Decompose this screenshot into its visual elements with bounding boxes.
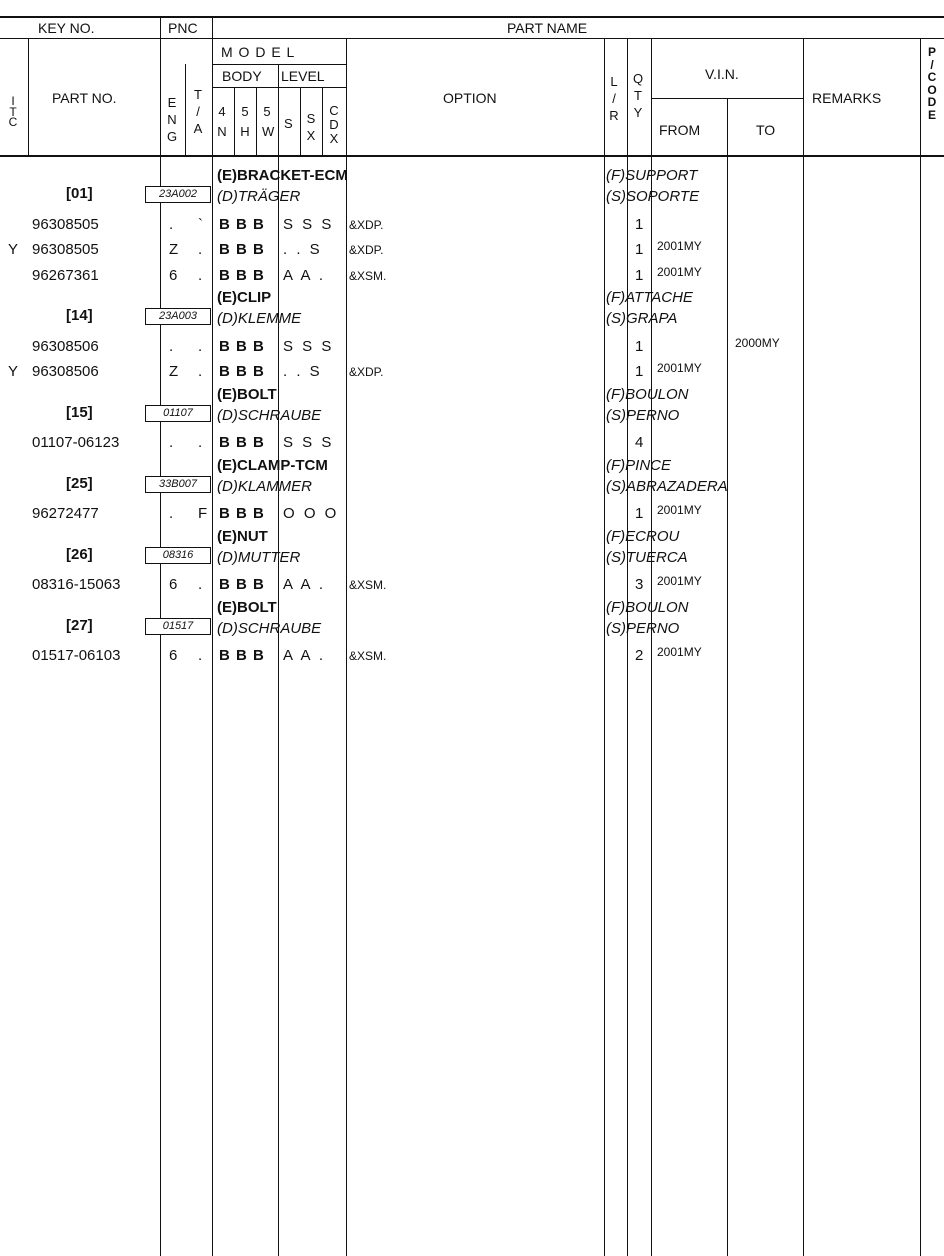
ta-code: . <box>198 266 203 284</box>
part-number: 96308505 <box>32 241 99 258</box>
header-model: M O D E L <box>221 44 296 60</box>
part-name-spanish: (S)PERNO <box>606 406 680 424</box>
body-5w-char: W <box>262 124 275 139</box>
qty-char: Y <box>633 105 643 120</box>
quantity: 1 <box>635 337 644 355</box>
header-eng <box>167 94 177 145</box>
eng-char: E <box>167 95 177 110</box>
part-name-english: (E)BOLT <box>217 598 277 616</box>
quantity: 3 <box>635 576 644 593</box>
eng-code: 6 <box>169 576 178 593</box>
header-body: BODY <box>222 68 262 84</box>
level-codes: S S S <box>283 337 333 355</box>
ta-char: / <box>196 104 200 119</box>
option-code: &XDP. <box>349 243 384 257</box>
body-5h-char: H <box>240 124 250 139</box>
itc-char: C <box>8 115 18 129</box>
header-option: OPTION <box>443 90 497 106</box>
col-pnc-divider <box>212 16 213 1256</box>
header-qty <box>633 70 643 121</box>
quantity: 4 <box>635 434 644 451</box>
ta-code: . <box>198 241 203 258</box>
part-name-french: (F)BOULON <box>606 598 689 616</box>
part-number: 01517-06103 <box>32 647 121 664</box>
key-number: [01] <box>66 185 93 202</box>
quantity: 1 <box>635 505 644 522</box>
level-cdx-char: D <box>329 117 339 132</box>
part-name-french: (F)PINCE <box>606 456 671 474</box>
body-5w-char: 5 <box>263 104 271 119</box>
part-name-english: (E)BOLT <box>217 385 277 403</box>
level-codes: A A . <box>283 266 325 284</box>
qty-char: Q <box>633 71 644 86</box>
pcode-char: D <box>927 95 937 109</box>
part-name-french: (F)ECROU <box>606 527 680 545</box>
header-key-no: KEY NO. <box>38 20 95 36</box>
pnc-code-box: 23A002 <box>145 186 211 203</box>
vin-from: 2001MY <box>657 361 702 375</box>
part-number: 96267361 <box>32 266 99 284</box>
col-body-level-divider <box>278 64 279 1256</box>
col-5h-5w-divider <box>256 87 257 155</box>
level-codes: A A . <box>283 576 325 593</box>
part-number: 96308505 <box>32 215 99 233</box>
ta-code: . <box>198 576 203 593</box>
col-itc-divider <box>28 38 29 155</box>
quantity: 2 <box>635 647 644 664</box>
body-4n-char: 4 <box>218 104 226 119</box>
body-codes: B B B <box>219 505 264 522</box>
part-name-german: (D)KLAMMER <box>217 477 313 495</box>
quantity: 1 <box>635 241 644 258</box>
header-level-sx <box>306 110 316 144</box>
part-name-french: (F)BOULON <box>606 385 689 403</box>
pnc-code-box: 01517 <box>145 618 211 635</box>
part-name-spanish: (S)ABRAZADERA <box>606 477 728 495</box>
pcode-char: / <box>930 57 934 72</box>
level-codes: . . S <box>283 363 321 380</box>
quantity: 1 <box>635 215 644 233</box>
itc-flag: Y <box>8 241 19 258</box>
col-s-sx-divider <box>300 87 301 155</box>
part-name-german: (D)TRÄGER <box>217 188 301 205</box>
eng-code: . <box>169 337 174 355</box>
body-5h-char: 5 <box>241 104 249 119</box>
eng-code: . <box>169 505 174 522</box>
key-number: [26] <box>66 545 93 563</box>
rule-body-level-row <box>212 87 346 88</box>
header-ta <box>193 86 203 137</box>
ta-code: ` <box>198 215 203 233</box>
level-codes: S S S <box>283 215 333 233</box>
level-codes: S S S <box>283 434 333 451</box>
itc-char: T <box>9 104 17 119</box>
header-level-s: S <box>284 116 293 131</box>
header-lr <box>609 73 619 124</box>
pnc-code-box: 33B007 <box>145 476 211 493</box>
header-from: FROM <box>659 122 701 138</box>
col-lr-divider <box>604 38 605 1256</box>
vin-to: 2000MY <box>735 335 780 350</box>
key-number: [25] <box>66 474 93 492</box>
eng-code: 6 <box>169 266 178 284</box>
ta-code: . <box>198 434 203 451</box>
eng-char: G <box>167 129 178 144</box>
itc-flag: Y <box>8 363 19 380</box>
part-name-german: (D)KLEMME <box>217 310 302 327</box>
part-name-spanish: (S)SOPORTE <box>606 188 700 205</box>
option-code: &XSM. <box>349 268 387 283</box>
eng-code: Z <box>169 363 179 380</box>
option-code: &XDP. <box>349 217 384 232</box>
itc-char: I <box>11 94 15 108</box>
col-pcode-divider <box>920 38 921 1256</box>
pcode-char: E <box>927 107 936 122</box>
part-name-english: (E)BRACKET-ECM <box>217 167 348 184</box>
body-codes: B B B <box>219 215 264 233</box>
pcode-char: C <box>927 70 937 84</box>
pnc-code-box: 01107 <box>145 405 211 422</box>
header-part-name: PART NAME <box>507 20 588 36</box>
level-codes: O O O <box>283 505 338 522</box>
ta-code: . <box>198 647 203 664</box>
key-number: [14] <box>66 307 93 324</box>
header-remarks: REMARKS <box>812 90 882 106</box>
ta-code: F <box>198 505 208 522</box>
option-code: &XSM. <box>349 578 387 592</box>
body-codes: B B B <box>219 434 264 451</box>
body-4n-char: N <box>217 124 227 139</box>
qty-char: T <box>634 88 642 103</box>
ta-code: . <box>198 363 203 380</box>
option-code: &XDP. <box>349 365 384 379</box>
body-codes: B B B <box>219 576 264 593</box>
vin-from: 2001MY <box>657 645 702 659</box>
key-number: [15] <box>66 403 93 421</box>
part-name-german: (D)MUTTER <box>217 548 301 566</box>
body-codes: B B B <box>219 647 264 664</box>
level-codes: . . S <box>283 241 321 258</box>
quantity: 1 <box>635 363 644 380</box>
header-body-5w <box>262 102 275 142</box>
eng-char: N <box>167 112 177 127</box>
header-body-5h <box>240 102 250 142</box>
body-codes: B B B <box>219 266 264 284</box>
col-eng-ta-divider <box>185 64 186 155</box>
part-name-spanish: (S)TUERCA <box>606 548 688 566</box>
level-sx-char: X <box>306 128 316 143</box>
col-4n-5h-divider <box>234 87 235 155</box>
lr-char: L <box>610 74 618 89</box>
pcode-char: P <box>927 45 936 59</box>
part-name-german: (D)SCHRAUBE <box>217 406 322 424</box>
level-cdx-char: X <box>329 131 339 146</box>
body-codes: B B B <box>219 337 264 355</box>
part-number: 08316-15063 <box>32 576 121 593</box>
header-part-no: PART NO. <box>52 90 117 106</box>
pnc-code-box: 08316 <box>145 547 211 564</box>
eng-code: Z <box>169 241 179 258</box>
option-code: &XSM. <box>349 649 387 663</box>
header-vin: V.I.N. <box>705 66 739 82</box>
part-number: 01107-06123 <box>32 434 120 451</box>
eng-code: . <box>169 434 174 451</box>
col-remarks-divider <box>803 38 804 1256</box>
vin-from: 2001MY <box>657 503 702 517</box>
level-codes: A A . <box>283 647 325 664</box>
part-number: 96308506 <box>32 337 99 355</box>
key-number: [27] <box>66 616 93 634</box>
part-name-french: (F)ATTACHE <box>606 289 693 306</box>
pnc-code-box: 23A003 <box>145 308 211 325</box>
eng-code: . <box>169 215 174 233</box>
part-name-spanish: (S)PERNO <box>606 619 680 637</box>
pcode-char: O <box>927 82 937 97</box>
col-qty-divider <box>627 38 628 1256</box>
header-itc <box>8 96 18 128</box>
level-sx-char: S <box>306 111 316 126</box>
vin-from: 2001MY <box>657 574 702 588</box>
part-name-spanish: (S)GRAPA <box>606 310 678 327</box>
body-codes: B B B <box>219 241 264 258</box>
eng-code: 6 <box>169 647 178 664</box>
part-number: 96272477 <box>32 505 99 522</box>
rule-model-row <box>212 64 346 65</box>
ta-code: . <box>198 337 203 355</box>
col-from-to-divider <box>727 98 728 1256</box>
header-to: TO <box>756 122 776 138</box>
col-sx-cdx-divider <box>322 87 323 155</box>
vin-from: 2001MY <box>657 239 702 253</box>
part-name-english: (E)CLAMP-TCM <box>217 456 328 474</box>
header-pcode <box>927 46 937 121</box>
lr-char: R <box>609 108 619 123</box>
ta-char: A <box>193 121 203 136</box>
part-number: 96308506 <box>32 363 99 380</box>
body-codes: B B B <box>219 363 264 380</box>
header-level-cdx <box>329 104 339 146</box>
level-cdx-char: C <box>329 103 339 118</box>
vin-from: 2001MY <box>657 264 702 279</box>
header-body-4n <box>217 102 227 142</box>
col-vin-divider <box>651 38 652 1256</box>
header-pnc: PNC <box>168 20 198 36</box>
header-level: LEVEL <box>281 68 325 84</box>
part-name-french: (F)SUPPORT <box>606 167 698 184</box>
lr-char: / <box>612 91 616 106</box>
ta-char: T <box>194 87 202 102</box>
part-name-english: (E)NUT <box>217 527 268 545</box>
part-name-german: (D)SCHRAUBE <box>217 619 322 637</box>
quantity: 1 <box>635 266 644 284</box>
part-name-english: (E)CLIP <box>217 289 272 306</box>
rule-top <box>0 16 944 18</box>
col-option-divider <box>346 38 347 1256</box>
